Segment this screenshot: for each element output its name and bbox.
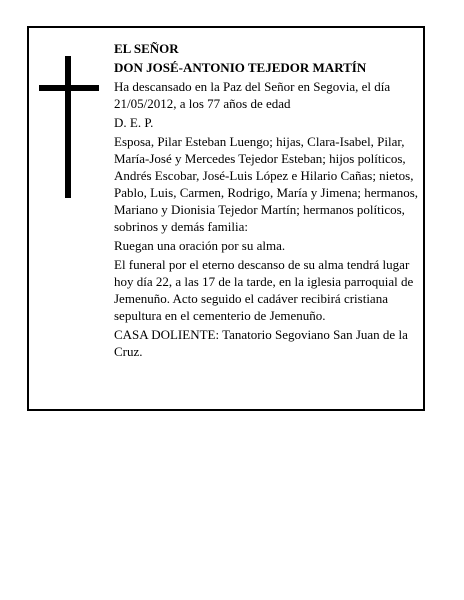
prayer-request: Ruegan una oración por su alma. [114,238,286,253]
cross-icon [39,56,99,198]
dep-line: D. E. P. [114,115,154,130]
notice-body [114,40,422,362]
death-statement: Ha descansado en la Paz del Señor en Segovia, el día 21/05/2012, a los 77 años de edad [114,79,391,111]
funeral-details: El funeral por el eterno descanso de su alma tendrá lugar hoy día 22, a las 17 de la tarde, en la iglesia parroquial de Jemenuño. Acto seguido el cadáver recibirá cristiana sepultura en el cementerio de Jemenuño. [114,257,414,323]
obituary-notice [27,26,425,411]
notice-title-line1: EL SEÑOR [114,41,179,56]
mourning-house: CASA DOLIENTE: Tanatorio Segoviano San Juan de la Cruz. [114,327,408,359]
cross-horizontal-bar [39,85,99,91]
cross-vertical-bar [65,56,71,198]
deceased-name: DON JOSÉ-ANTONIO TEJEDOR MARTÍN [114,60,367,75]
family-list: Esposa, Pilar Esteban Luengo; hijas, Clara-Isabel, Pilar, María-José y Mercedes Tejedor Esteban; hijos políticos, Andrés Escobar, José-Luis López e Hilario Cañas; nietos, Pablo, Luis, Carmen, Rodrigo, María y Jimena; hermanos, Mariano y Dionisia Tejedor Martín; hermanos políticos, sobrinos y demás familia: [114,134,419,234]
